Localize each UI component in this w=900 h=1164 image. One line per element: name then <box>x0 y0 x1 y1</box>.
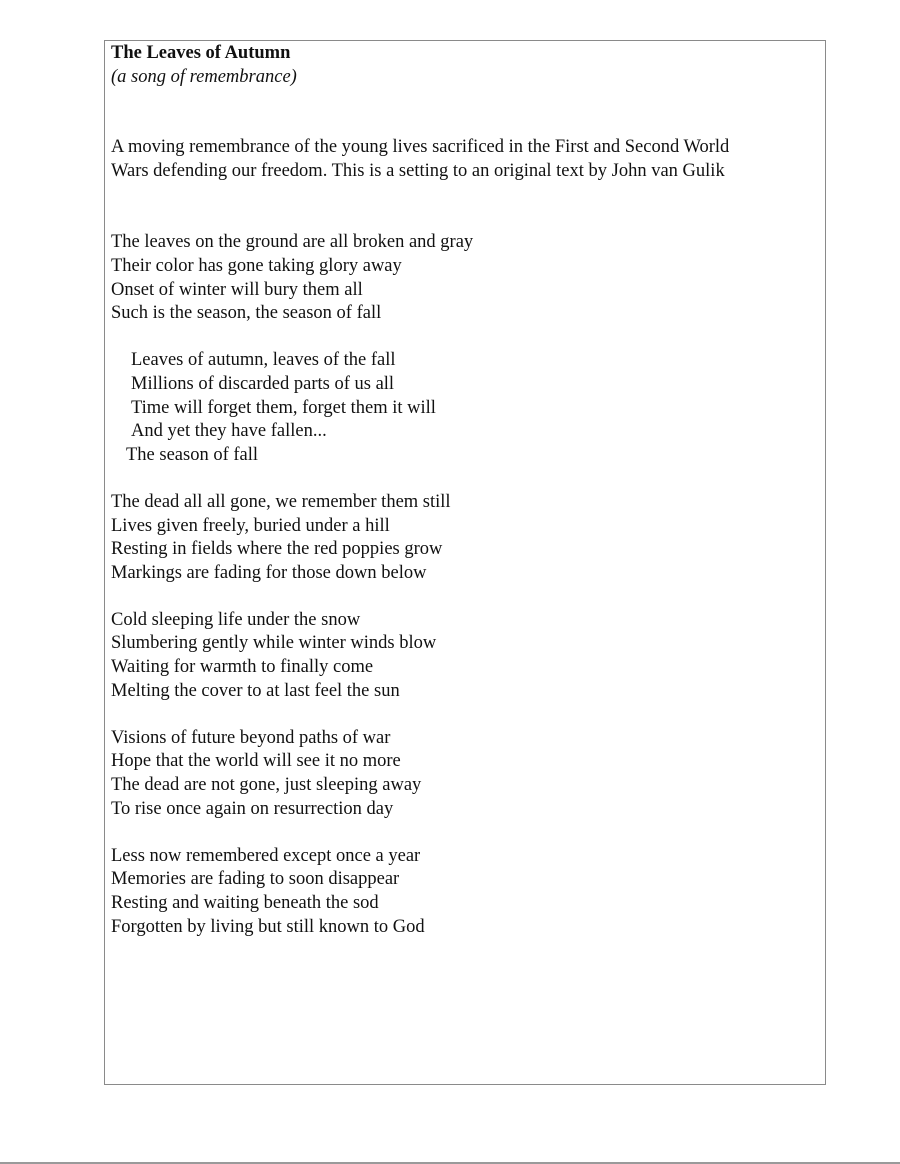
document-subtitle: (a song of remembrance) <box>111 66 297 87</box>
lyric-line: Millions of discarded parts of us all <box>131 373 395 394</box>
document-content <box>111 42 823 963</box>
lyric-line: Waiting for warmth to finally come <box>111 657 374 678</box>
lyric-line: Onset of winter will bury them all <box>111 279 363 300</box>
lyric-line: Markings are fading for those down below <box>111 562 427 583</box>
verse-5 <box>111 845 823 939</box>
lyrics <box>111 231 823 939</box>
lyric-line: Melting the cover to at last feel the sun <box>111 680 400 701</box>
lyric-line: Time will forget them, forget them it will <box>131 397 436 418</box>
lyric-line: The dead all all gone, we remember them still <box>111 491 451 512</box>
lyric-line: To rise once again on resurrection day <box>111 798 394 819</box>
description-line: Wars defending our freedom. This is a setting to an original text by John van Gulik <box>111 160 725 181</box>
description-paragraph <box>111 136 823 183</box>
lyric-line: The dead are not gone, just sleeping away <box>111 775 422 796</box>
document-title: The Leaves of Autumn <box>111 43 291 63</box>
lyric-line: And yet they have fallen... <box>131 421 327 442</box>
verse-1 <box>111 231 823 325</box>
lyric-line: Resting in fields where the red poppies grow <box>111 539 443 560</box>
verse-3 <box>111 609 823 703</box>
lyric-line: The leaves on the ground are all broken and gray <box>111 232 474 253</box>
lyric-line: Slumbering gently while winter winds blow <box>111 633 437 654</box>
chorus <box>111 349 823 467</box>
lyric-line: Less now remembered except once a year <box>111 845 421 866</box>
lyric-line: Visions of future beyond paths of war <box>111 727 391 748</box>
description-line: A moving remembrance of the young lives sacrificed in the First and Second World <box>111 137 730 158</box>
lyric-line: Their color has gone taking glory away <box>111 255 402 276</box>
lyric-line: Hope that the world will see it no more <box>111 751 401 772</box>
lyric-line: Resting and waiting beneath the sod <box>111 893 379 913</box>
lyric-line: The season of fall <box>126 444 259 465</box>
lyric-line: Cold sleeping life under the snow <box>111 609 361 630</box>
verse-2 <box>111 491 823 585</box>
lyric-line: Memories are fading to soon disappear <box>111 869 400 890</box>
verse-4 <box>111 727 823 821</box>
lyric-line: Forgotten by living but still known to God <box>111 916 425 937</box>
lyric-line: Leaves of autumn, leaves of the fall <box>131 350 396 371</box>
lyric-line: Lives given freely, buried under a hill <box>111 515 390 536</box>
lyric-line: Such is the season, the season of fall <box>111 303 382 324</box>
